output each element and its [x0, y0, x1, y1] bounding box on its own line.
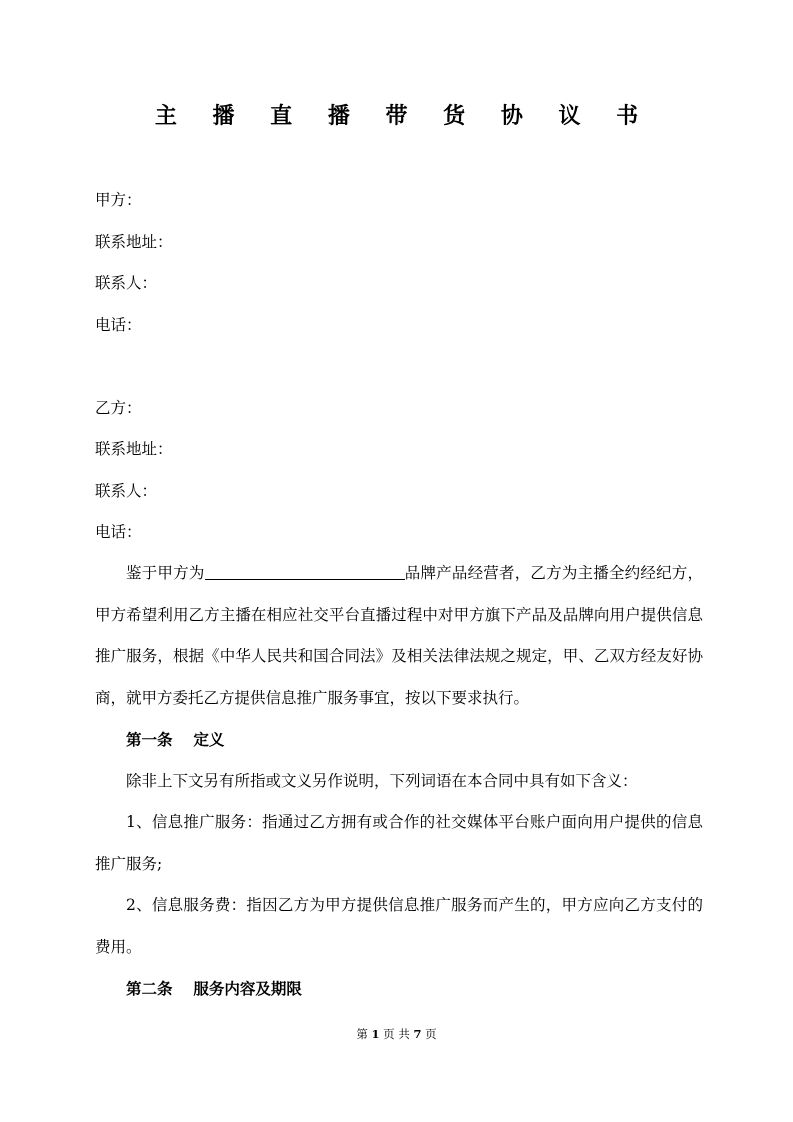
party-b-contact-label: 联系人：: [95, 482, 158, 500]
footer-suffix: 页: [425, 1027, 437, 1041]
party-b-name-label: 乙方：: [95, 399, 142, 417]
party-a-name-label: 甲方：: [95, 191, 142, 209]
preamble-paragraph: [95, 553, 703, 719]
article-1-heading: 第一条 定义: [126, 730, 225, 749]
party-a-phone-label: 电话：: [95, 316, 142, 334]
article-1-item-1: 1、信息推广服务：指通过乙方拥有或合作的社交媒体平台账户面向用户提供的信息推广服务;: [95, 813, 703, 873]
brand-name-blank: [205, 563, 405, 580]
article-1-item-2: 2、信息服务费：指因乙方为甲方提供信息推广服务而产生的，甲方应向乙方支付的费用。: [95, 896, 703, 956]
party-b-phone-label: 电话：: [95, 523, 142, 541]
preamble-text-rest: 品牌产品经营者，乙方为主播全约经纪方，甲方希望利用乙方主播在相应社交平台直播过程中对甲方旗下产品及品牌向用户提供信息推广服务，根据《中华人民共和国合同法》及相关法律法规之规定，甲、乙双方经友好协商，就甲方委托乙方提供信息推广服务事宜，按以下要求执行。: [95, 564, 703, 707]
footer-middle: 页 共: [383, 1027, 410, 1041]
footer-prefix: 第: [356, 1027, 368, 1041]
page-footer: [0, 1026, 793, 1042]
preamble-text-start: 鉴于甲方为: [126, 564, 205, 582]
footer-current-page: 1: [371, 1027, 380, 1041]
party-b-address-label: 联系地址：: [95, 440, 173, 458]
article-1-intro: 除非上下文另有所指或文义另作说明，下列词语在本合同中具有如下含义：: [126, 772, 638, 790]
party-a-address-label: 联系地址：: [95, 233, 173, 251]
footer-total-pages: 7: [413, 1027, 422, 1041]
article-2-heading: 第二条 服务内容及期限: [126, 979, 302, 998]
document-title: 主 播 直 播 带 货 协 议 书: [154, 103, 653, 129]
party-a-contact-label: 联系人：: [95, 274, 158, 292]
